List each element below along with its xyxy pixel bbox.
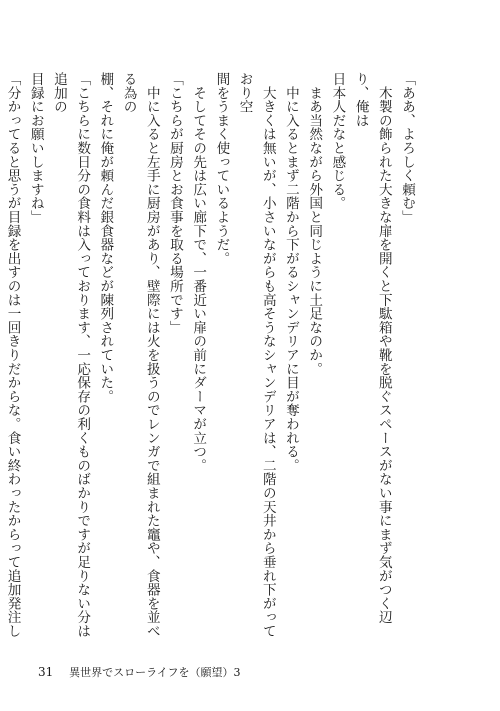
text-line: 目録にお願いしますね」 — [27, 72, 44, 224]
text-line: そしてその先は広い廊下で、一番近い扉の前にダーマが立つ。 — [190, 72, 207, 473]
text-line: 木製の飾られた大きな扉を開くと下駄箱や靴を脱ぐスペースがない事にまず気がつく辺り、俺は — [352, 72, 392, 624]
text-line: 棚、それに俺が頼んだ銀食器などが陳列されていた。 — [97, 72, 114, 404]
text-line: 「分かってると思うが目録を出すのは一回きりだからな。食い終わったからって追加発注し — [4, 72, 21, 638]
running-title: 異世界でスローライフを（願望）3 — [69, 666, 241, 679]
page-number: 31 — [38, 665, 54, 679]
text-line: 間をうまく使っているようだ。 — [213, 72, 230, 266]
page-footer — [38, 664, 240, 680]
text-line: 「ああ、よろしく頼む」 — [399, 72, 415, 224]
text-line: 中に入ると左手に厨房があり、壁際には火を扱うのでレンガで組まれた竈や、食器を並べる為の — [120, 72, 160, 638]
vertical-body-text — [0, 72, 418, 642]
text-line: 中に入るとまず二階から下がるシャンデリアに目が奪われる。 — [282, 72, 299, 473]
text-line: 「こちらが厨房とお食事を取る場所です」 — [166, 72, 183, 335]
text-line: まあ当然ながら外国と同じように土足なのか。 — [306, 72, 323, 376]
text-line: 日本人だなと感じる。 — [329, 72, 346, 210]
text-line: 「こちらに数日分の食料は入っております、一応保存の利くものばかりですが足りない分は追加の — [50, 72, 91, 638]
text-line: 大きくは無いが、小さいながらも高そうなシャンデリアは、二階の天井から垂れ下がっており空 — [236, 72, 276, 638]
